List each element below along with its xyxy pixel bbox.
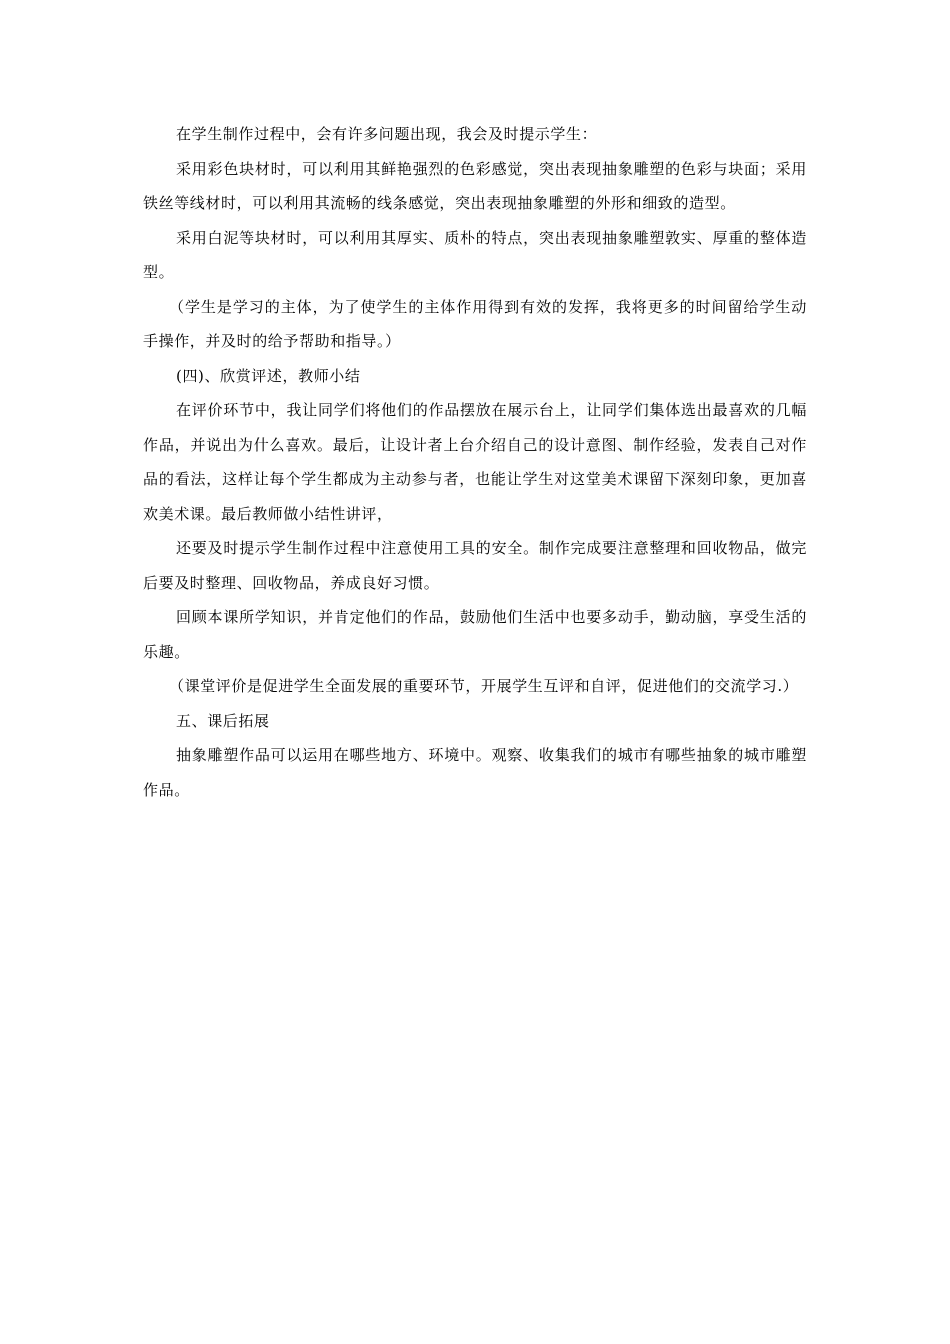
paragraph-evaluation: 在评价环节中，我让同学们将他们的作品摆放在展示台上，让同学们集体选出最喜欢的几幅作品，并说出为什么喜欢。最后，让设计者上台介绍自己的设计意图、制作经验，发表自己对作品的看法，这样让每个学生都成为主动参与者，也能让学生对这堂美术课留下深刻印象，更加喜欢美术课。最后教师做小结性讲评， bbox=[143, 401, 807, 523]
paragraph-extension: 抽象雕塑作品可以运用在哪些地方、环境中。观察、收集我们的城市有哪些抽象的城市雕塑作品。 bbox=[143, 746, 807, 799]
paragraph-clay-materials: 采用白泥等块材时，可以利用其厚实、质朴的特点，突出表现抽象雕塑敦实、厚重的整体造型。 bbox=[143, 228, 807, 281]
paragraph-intro: 在学生制作过程中，会有许多问题出现，我会及时提示学生： bbox=[176, 125, 598, 143]
paragraph-note-student-subject: （学生是学习的主体，为了使学生的主体作用得到有效的发挥，我将更多的时间留给学生动手操作，并及时的给予帮助和指导。） bbox=[143, 297, 807, 350]
section-heading-appreciation: (四)、欣赏评述，教师小结 bbox=[176, 366, 361, 385]
paragraph-note-evaluation: （课堂评价是促进学生全面发展的重要环节，开展学生互评和自评，促进他们的交流学习.） bbox=[169, 677, 799, 695]
paragraph-review: 回顾本课所学知识，并肯定他们的作品，鼓励他们生活中也要多动手，勤动脑，享受生活的乐趣。 bbox=[143, 608, 807, 661]
document-body bbox=[143, 117, 807, 807]
paragraph-color-block-materials: 采用彩色块材时，可以利用其鲜艳强烈的色彩感觉，突出表现抽象雕塑的色彩与块面；采用铁丝等线材时，可以利用其流畅的线条感觉，突出表现抽象雕塑的外形和细致的造型。 bbox=[143, 159, 807, 212]
section-heading-extension: 五、课后拓展 bbox=[176, 711, 270, 730]
paragraph-safety: 还要及时提示学生制作过程中注意使用工具的安全。制作完成要注意整理和回收物品，做完后要及时整理、回收物品，养成良好习惯。 bbox=[143, 539, 807, 592]
